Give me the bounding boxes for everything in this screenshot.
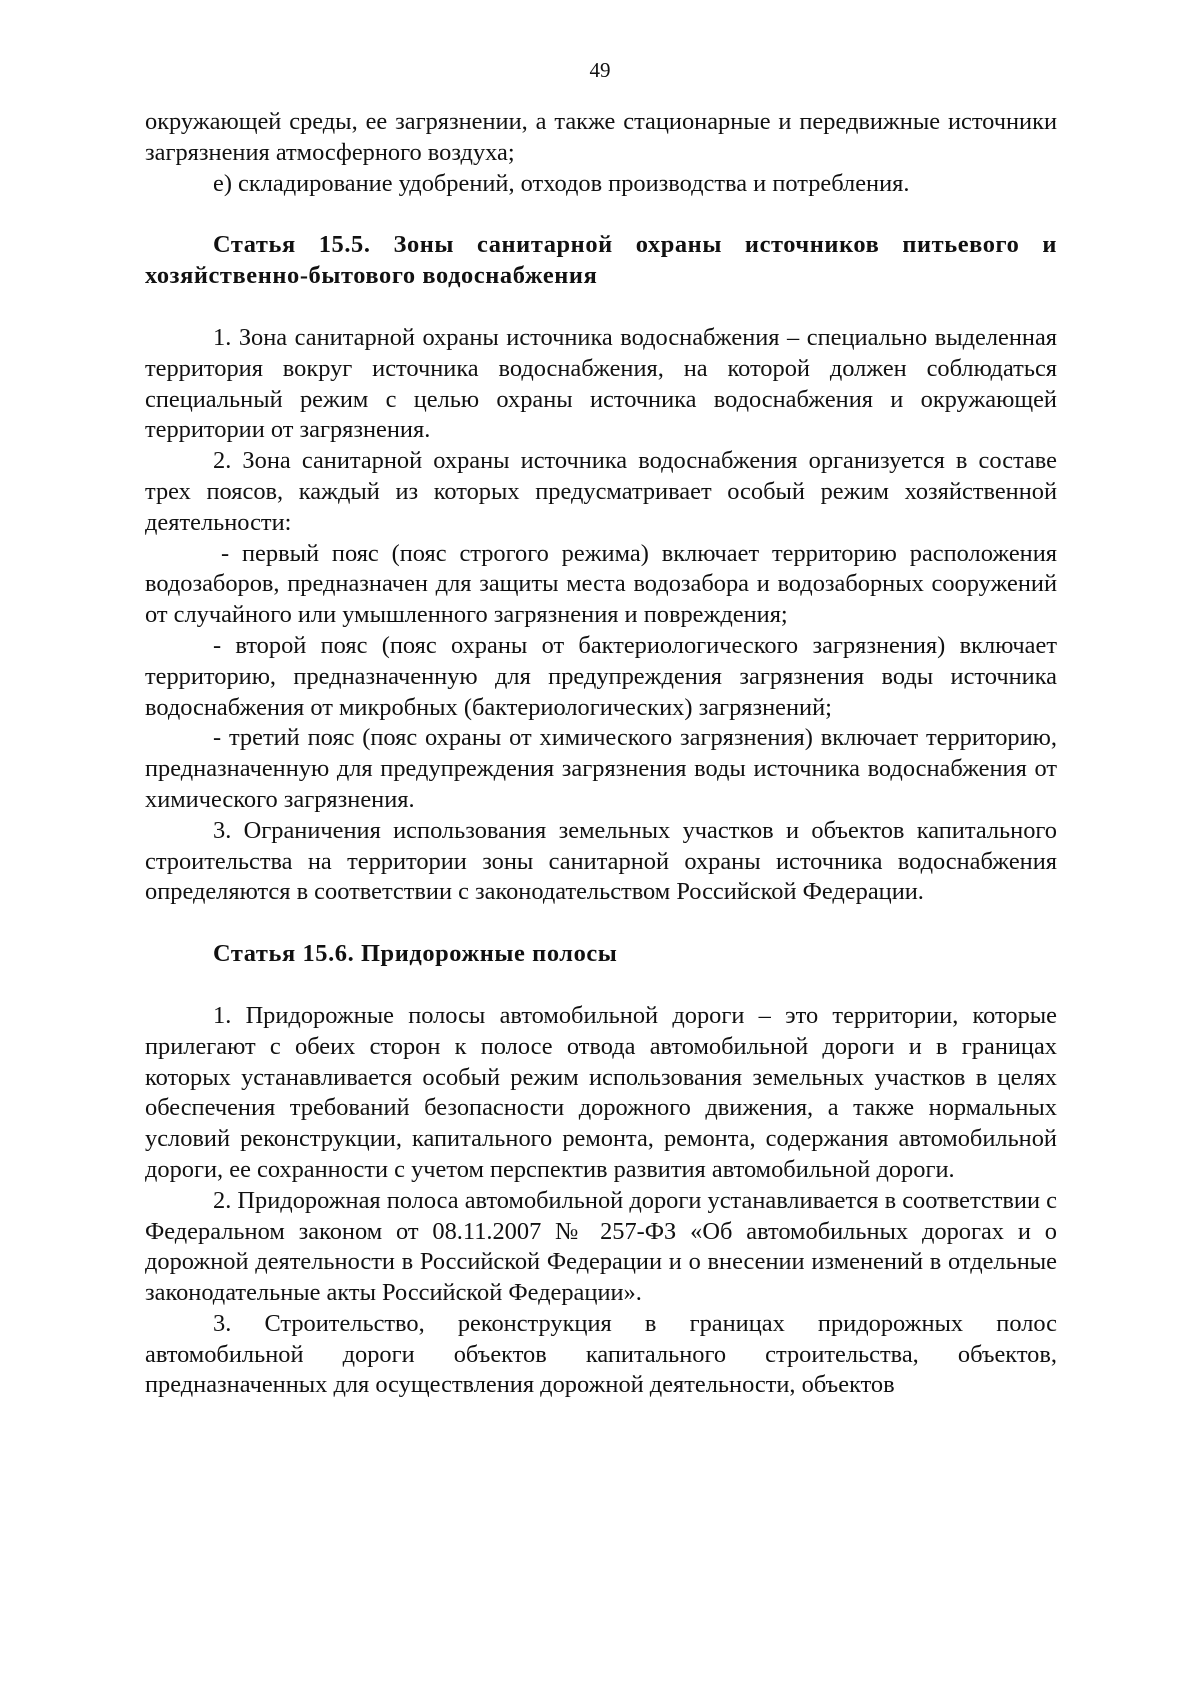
paragraph-continuation: окружающей среды, ее загрязнении, а также стационарные и передвижные источники загрязнения атмосферного воздуха; — [145, 108, 1057, 166]
document-body — [145, 107, 1057, 1401]
paragraph-15-5-1: 1. Зона санитарной охраны источника водоснабжения – специально выделенная территория вокруг источника водоснабжения, на которой должен соблюдаться специальный режим с целью охраны источника водоснабжения и окружающей территории от загрязнения. — [145, 323, 1057, 444]
paragraph-15-6-2: 2. Придорожная полоса автомобильной дороги устанавливается в соответствии с Федеральном законом от 08.11.2007 № 257-ФЗ «Об автомобильных дорогах и о дорожной деятельности в Российской Федерации и о внесении изменений в отдельные законодательные акты Российской Федерации». — [145, 1186, 1057, 1307]
paragraph-15-5-3: 3. Ограничения использования земельных участков и объектов капитального строительства на территории зоны санитарной охраны источника водоснабжения определяются в соответствии с законодательством Российской Федерации. — [145, 816, 1057, 906]
article-heading-15-6: Статья 15.6. Придорожные полосы — [213, 940, 618, 968]
belt-second-item: - второй пояс (пояс охраны от бактериологического загрязнения) включает территорию, предназначенную для предупреждения загрязнения воды источника водоснабжения от микробных (бактериологических) загрязнений; — [145, 631, 1057, 721]
paragraph-15-5-2: 2. Зона санитарной охраны источника водоснабжения организуется в составе трех поясов, каждый из которых предусматривает особый режим хозяйственной деятельности: — [145, 447, 1057, 536]
paragraph-15-6-1: 1. Придорожные полосы автомобильной дороги – это территории, которые прилегают с обеих сторон к полосе отвода автомобильной дороги и в границах которых устанавливается особый режим использования земельных участков в целях обеспечения требований безопасности дорожного движения, а также нормальных условий реконструкции, капитального ремонта, ремонта, содержания автомобильной дороги, ее сохранности с учетом перспектив развития автомобильной дороги. — [145, 1001, 1057, 1183]
article-heading-15-5: Статья 15.5. Зоны санитарной охраны источников питьевого и хозяйственно-бытового водоснабжения — [145, 231, 1057, 290]
belt-first-item: - первый пояс (пояс строгого режима) включает территорию расположения водозаборов, предназначен для защиты места водозабора и водозаборных сооружений от случайного или умышленного загрязнения и повреждения; — [145, 539, 1057, 629]
paragraph-15-6-3: 3. Строительство, реконструкция в границах придорожных полос автомобильной дороги объектов капитального строительства, объектов, предназначенных для осуществления дорожной деятельности, объектов — [145, 1309, 1057, 1399]
list-item-e: е) складирование удобрений, отходов производства и потребления. — [213, 169, 910, 197]
belt-third-item: - третий пояс (пояс охраны от химического загрязнения) включает территорию, предназначенную для предупреждения загрязнения воды источника водоснабжения от химического загрязнения. — [145, 724, 1057, 813]
page-number: 49 — [589, 58, 611, 82]
